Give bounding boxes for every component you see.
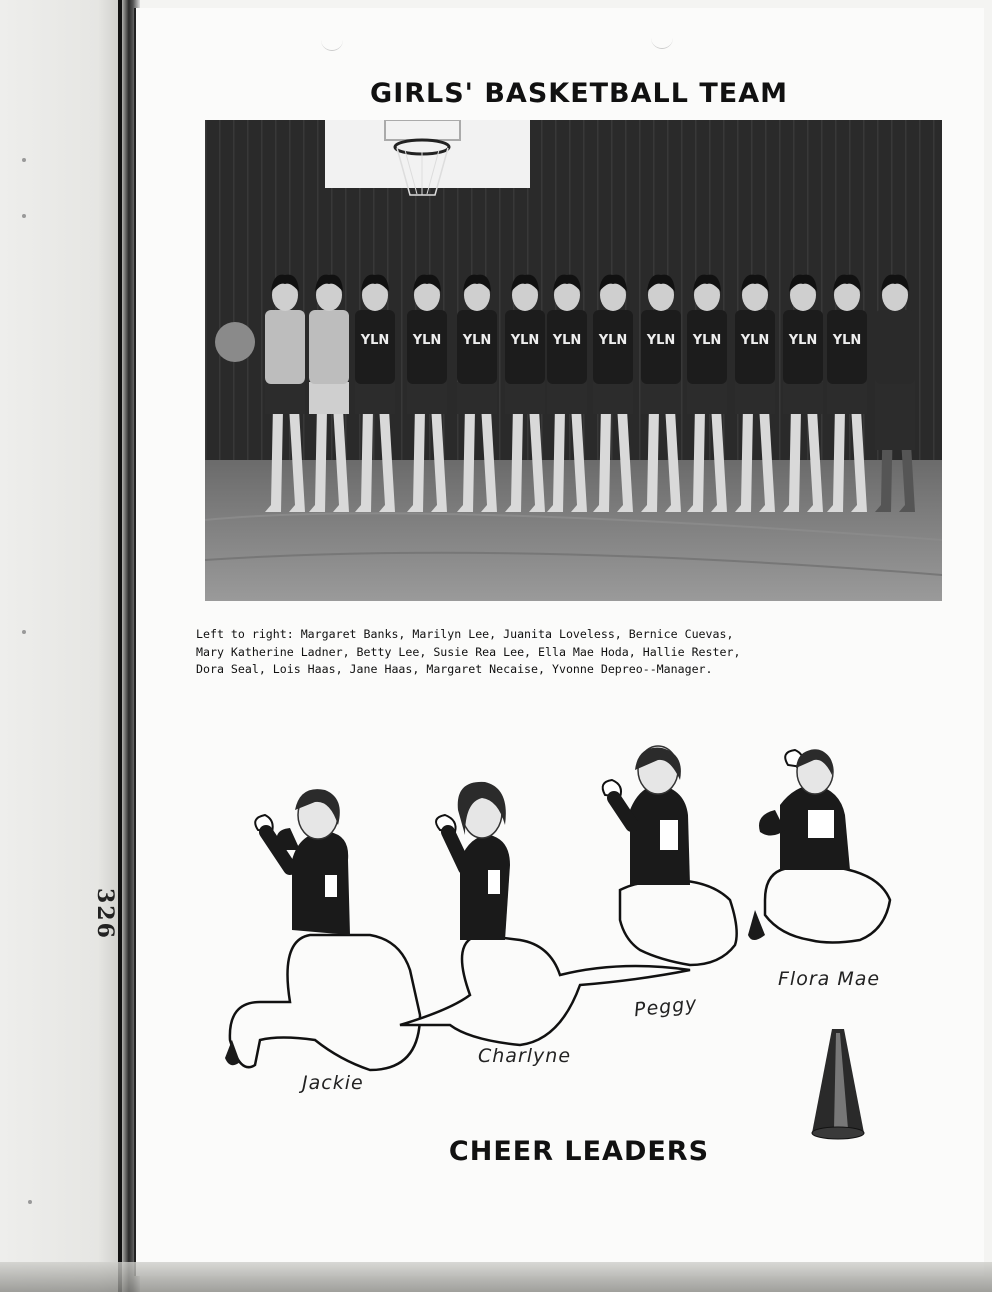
cheerleader-flora-mae (748, 750, 890, 943)
jersey-letters: YLN (646, 333, 676, 348)
team-caption (196, 626, 956, 679)
scan-speck (22, 630, 26, 634)
caption-line: Left to right: Margaret Banks, Marilyn Lee, Juanita Loveless, Bernice Cuevas, (196, 627, 734, 641)
scan-shadow (0, 1262, 992, 1292)
scan-speck (28, 1200, 32, 1204)
basketball (215, 322, 255, 362)
section-title: CHEER LEADERS (448, 1136, 710, 1167)
punch-mark (321, 38, 343, 51)
binding-edge (118, 0, 122, 1292)
jersey-letters: YLN (552, 333, 582, 348)
jersey-letters: YLN (360, 333, 390, 348)
caption-line: Dora Seal, Lois Haas, Jane Haas, Margaret Necaise, Yvonne Depreo--Manager. (196, 662, 713, 676)
page-number: 326 (92, 888, 118, 940)
page-title: GIRLS' BASKETBALL TEAM (370, 78, 788, 109)
jersey-letters: YLN (740, 333, 770, 348)
jersey-letters: YLN (788, 333, 818, 348)
jersey-letters: YLN (510, 333, 540, 348)
signature-charlyne: Charlyne (478, 1045, 572, 1067)
team-photo (205, 120, 942, 601)
cheerleader-jackie (225, 789, 420, 1070)
jersey-letters: YLN (598, 333, 628, 348)
scan-speck (22, 158, 26, 162)
signature-flora-mae: Flora Mae (778, 968, 881, 990)
jersey-letters: YLN (462, 333, 492, 348)
megaphone-icon (808, 1025, 868, 1143)
jersey-letters: YLN (412, 333, 442, 348)
jersey-letters: YLN (832, 333, 862, 348)
scan-speck (22, 214, 26, 218)
punch-mark (651, 36, 673, 49)
jersey-letters: YLN (692, 333, 722, 348)
signature-peggy: Peggy (633, 992, 699, 1022)
caption-line: Mary Katherine Ladner, Betty Lee, Susie Rea Lee, Ella Mae Hoda, Hallie Rester, (196, 644, 741, 659)
cheerleader-peggy (603, 746, 737, 965)
signature-jackie: Jackie (302, 1072, 364, 1094)
team-photo-art (205, 120, 942, 601)
